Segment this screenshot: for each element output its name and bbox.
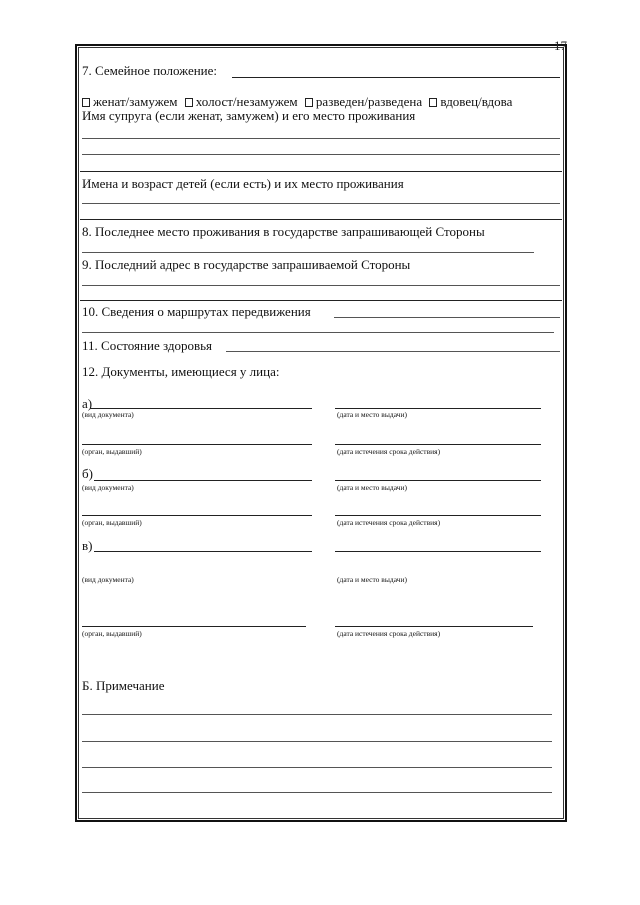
note-line-1[interactable]	[82, 714, 552, 715]
marital-status-options	[82, 94, 512, 109]
option-divorced-label: разведен/разведена	[315, 94, 423, 109]
marital-status-label: 7. Семейное положение:	[82, 63, 218, 78]
children-label: Имена и возраст детей (если есть) и их место проживания	[82, 176, 404, 191]
document-b-authority-caption: (орган, выдавший)	[82, 518, 142, 527]
spouse-line-2[interactable]	[82, 154, 560, 155]
document-c-issue-line[interactable]	[335, 551, 541, 552]
document-a-authority-line[interactable]	[82, 444, 312, 445]
document-c-authority-caption: (орган, выдавший)	[82, 629, 142, 638]
note-line-2[interactable]	[82, 741, 552, 742]
document-a-expiry-line[interactable]	[335, 444, 541, 445]
document-a-expiry-caption: (дата истечения срока действия)	[337, 447, 441, 456]
document-a-issue-caption: (дата и место выдачи)	[337, 410, 408, 419]
children-line-1[interactable]	[82, 203, 560, 204]
option-single-label: холост/незамужем	[195, 94, 298, 109]
health-label: 11. Состояние здоровья	[82, 338, 213, 353]
marital-status-line[interactable]	[232, 77, 560, 78]
last-address-label: 9. Последний адрес в государстве запрашиваемой Стороны	[82, 257, 411, 272]
document-b-letter: б)	[82, 466, 93, 481]
routes-label: 10. Сведения о маршрутах передвижения	[82, 304, 311, 319]
document-c-letter: в)	[82, 538, 93, 553]
divider	[80, 300, 562, 301]
document-b-issue-caption: (дата и место выдачи)	[337, 483, 408, 492]
document-c-type-caption: (вид документа)	[82, 575, 134, 584]
option-widowed-label: вдовец/вдова	[440, 94, 513, 109]
note-line-3[interactable]	[82, 767, 552, 768]
checkbox-widowed[interactable]	[429, 98, 437, 107]
health-line[interactable]	[226, 351, 560, 352]
document-c-type-line[interactable]	[94, 551, 312, 552]
routes-line-1[interactable]	[82, 332, 554, 333]
document-a-type-line[interactable]	[90, 408, 312, 409]
document-a-issue-line[interactable]	[335, 408, 541, 409]
divider	[80, 219, 562, 220]
checkbox-married[interactable]	[82, 98, 90, 107]
documents-label: 12. Документы, имеющиеся у лица:	[82, 364, 280, 379]
divider	[80, 171, 562, 172]
spouse-line-1[interactable]	[82, 138, 560, 139]
last-residence-line[interactable]	[82, 252, 534, 253]
last-address-line-1[interactable]	[82, 285, 560, 286]
page-frame-inner	[78, 47, 564, 819]
document-b-expiry-caption: (дата истечения срока действия)	[337, 518, 441, 527]
document-c-expiry-caption: (дата истечения срока действия)	[337, 629, 441, 638]
page-number: 17	[554, 38, 567, 53]
document-a-letter: а)	[82, 396, 93, 411]
document-a-authority-caption: (орган, выдавший)	[82, 447, 142, 456]
document-c-authority-line[interactable]	[82, 626, 306, 627]
note-label: Б. Примечание	[82, 678, 165, 693]
last-residence-label: 8. Последнее место проживания в государстве запрашивающей Стороны	[82, 224, 485, 239]
document-b-issue-line[interactable]	[335, 480, 541, 481]
routes-line-inline[interactable]	[334, 317, 560, 318]
checkbox-single[interactable]	[185, 98, 193, 107]
document-c-issue-caption: (дата и место выдачи)	[337, 575, 408, 584]
document-b-authority-line[interactable]	[82, 515, 312, 516]
option-married-label: женат/замужем	[93, 94, 178, 109]
spouse-label: Имя супруга (если женат, замужем) и его место проживания	[82, 108, 416, 123]
document-a-type-caption: (вид документа)	[82, 410, 134, 419]
document-b-type-line[interactable]	[94, 480, 312, 481]
note-line-4[interactable]	[82, 792, 552, 793]
document-b-expiry-line[interactable]	[335, 515, 541, 516]
document-b-type-caption: (вид документа)	[82, 483, 134, 492]
checkbox-divorced[interactable]	[305, 98, 313, 107]
document-c-expiry-line[interactable]	[335, 626, 533, 627]
